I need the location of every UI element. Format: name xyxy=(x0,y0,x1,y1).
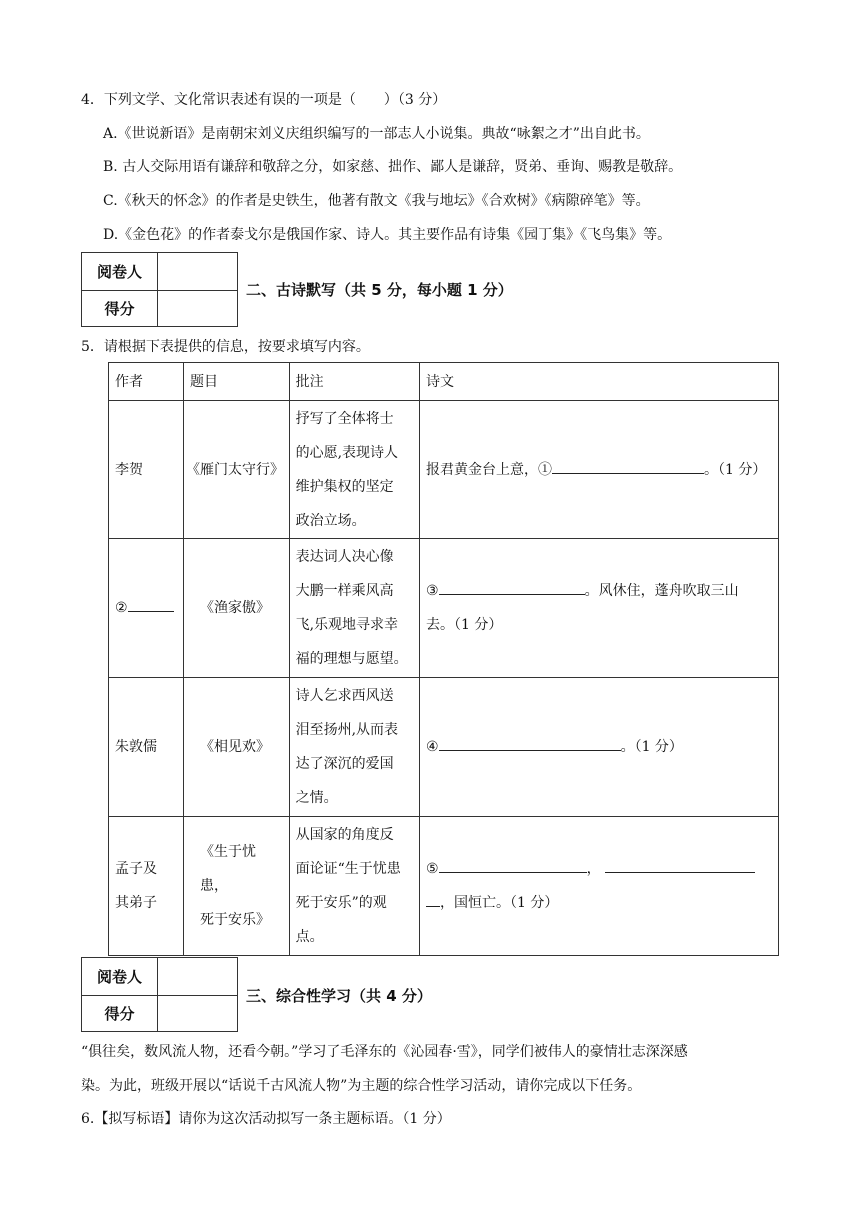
note-line: 面论证“生于忧患 xyxy=(295,861,401,877)
poem-cell xyxy=(420,539,779,678)
poem-line xyxy=(426,574,772,608)
note-line: 从国家的角度反 xyxy=(295,827,394,843)
note-line: 政治立场。 xyxy=(295,512,366,529)
poem-text: ④ xyxy=(426,739,439,755)
table-row xyxy=(109,401,779,539)
author-cell: 李贺 xyxy=(109,401,184,539)
note-line: 达了深沉的爱国 xyxy=(295,756,394,772)
reviewer-label: 阅卷人 xyxy=(82,958,158,995)
poem-text: ， xyxy=(586,861,601,877)
note-line: 大鹏一样乘风高 xyxy=(295,583,394,599)
score-row xyxy=(82,995,237,1032)
poem-cell xyxy=(420,678,779,817)
answer-blank-5b[interactable] xyxy=(605,858,755,873)
author-line: 孟子及 xyxy=(115,861,157,877)
note-line: 诗人乞求西风送 xyxy=(295,688,394,704)
poem-line xyxy=(426,886,772,920)
header-note: 批注 xyxy=(289,363,419,401)
note-line: 表达词人决心像 xyxy=(295,549,394,565)
note-cell xyxy=(289,401,419,539)
question-6-stem: 6.【拟写标语】请你为这次活动拟写一条主题标语。（1 分） xyxy=(81,1111,451,1127)
poem-text: 。（1 分） xyxy=(704,461,767,478)
section-2-title: 二、古诗默写（共 5 分，每小题 1 分） xyxy=(246,281,513,299)
note-line: 泪至扬州,从而表 xyxy=(295,722,399,738)
poem-text: 。（1 分） xyxy=(620,739,683,755)
reviewer-row xyxy=(82,253,237,291)
answer-blank-1[interactable] xyxy=(552,459,704,474)
score-box-section-3 xyxy=(81,957,238,1032)
score-label: 得分 xyxy=(82,995,158,1032)
table-row xyxy=(109,678,779,817)
intro-line-1: “俱往矣，数风流人物，还看今朝。”学习了毛泽东的《沁园春·雪》，同学们被伟人的豪情壮志深深感 xyxy=(81,1044,688,1060)
q4-option-b: B. 古人交际用语有谦辞和敬辞之分，如家慈、拙作、鄙人是谦辞，贤弟、垂询、赐教是敬辞。 xyxy=(103,159,683,175)
section-3-title: 三、综合性学习（共 4 分） xyxy=(246,987,432,1005)
q4-option-c: C.《秋天的怀念》的作者是史铁生，他著有散文《我与地坛》《合欢树》《病隙碎笔》等。 xyxy=(103,193,650,209)
author-cell xyxy=(109,817,184,956)
note-cell xyxy=(289,817,419,956)
poem-text: 报君黄金台上意，① xyxy=(426,461,553,478)
reviewer-label: 阅卷人 xyxy=(82,253,158,290)
poem-text: ③ xyxy=(426,583,439,599)
author-cell xyxy=(109,539,184,678)
header-poem: 诗文 xyxy=(420,363,779,401)
note-line: 的心愿,表现诗人 xyxy=(295,444,399,461)
note-line: 抒写了全体将士 xyxy=(295,410,394,427)
question-4-stem: 4．下列文学、文化常识表述有误的一项是（ ）（3 分） xyxy=(81,92,447,108)
poem-table xyxy=(108,362,779,956)
poem-line: 去。（1 分） xyxy=(426,617,503,633)
table-row xyxy=(109,817,779,956)
table-row xyxy=(109,539,779,678)
reviewer-row xyxy=(82,958,237,996)
answer-blank-2[interactable] xyxy=(128,597,174,612)
header-title: 题目 xyxy=(183,363,289,401)
table-header-row xyxy=(109,363,779,401)
title-cell: 《相见欢》 xyxy=(183,678,289,817)
q4-option-a: A.《世说新语》是南朝宋刘义庆组织编写的一部志人小说集。典故“咏絮之才”出自此书。 xyxy=(103,126,650,142)
intro-line-2: 染。为此，班级开展以“话说千古风流人物”为主题的综合性学习活动，请你完成以下任务。 xyxy=(81,1078,642,1094)
answer-blank-3[interactable] xyxy=(439,580,585,595)
note-line: 维护集权的坚定 xyxy=(295,478,394,495)
note-line: 飞,乐观地寻求幸 xyxy=(295,617,399,633)
answer-blank-4[interactable] xyxy=(439,736,621,751)
author-cell: 朱敦儒 xyxy=(109,678,184,817)
note-line: 死于安乐”的观 xyxy=(295,895,387,911)
poem-text: 。风休住，蓬舟吹取三山 xyxy=(584,583,739,599)
title-line: 死于安乐》 xyxy=(199,912,270,928)
poem-cell xyxy=(420,401,779,539)
answer-blank-5c[interactable] xyxy=(426,892,440,907)
poem-cell xyxy=(420,817,779,956)
title-cell: 《渔家傲》 xyxy=(183,539,289,678)
note-line: 之情。 xyxy=(295,790,338,806)
poem-text: ，国恒亡。（1 分） xyxy=(440,895,559,911)
score-row xyxy=(82,290,237,327)
title-cell xyxy=(183,817,289,956)
header-author: 作者 xyxy=(109,363,184,401)
poem-text: ⑤ xyxy=(426,861,439,877)
score-box-section-2 xyxy=(81,252,238,327)
note-line: 点。 xyxy=(295,929,324,945)
note-cell xyxy=(289,678,419,817)
score-label: 得分 xyxy=(82,290,158,327)
question-5-stem: 5．请根据下表提供的信息，按要求填写内容。 xyxy=(81,339,370,355)
poem-line xyxy=(426,852,772,886)
author-marker: ② xyxy=(115,600,128,616)
note-line: 福的理想与愿望。 xyxy=(295,651,408,667)
answer-blank-5a[interactable] xyxy=(439,858,587,873)
author-line: 其弟子 xyxy=(115,895,157,911)
title-cell: 《雁门太守行》 xyxy=(183,401,289,539)
title-line: 《生于忧患， xyxy=(199,844,256,894)
q4-option-d: D.《金色花》的作者泰戈尔是俄国作家、诗人。其主要作品有诗集《园丁集》《飞鸟集》等。 xyxy=(103,227,672,243)
note-cell xyxy=(289,539,419,678)
